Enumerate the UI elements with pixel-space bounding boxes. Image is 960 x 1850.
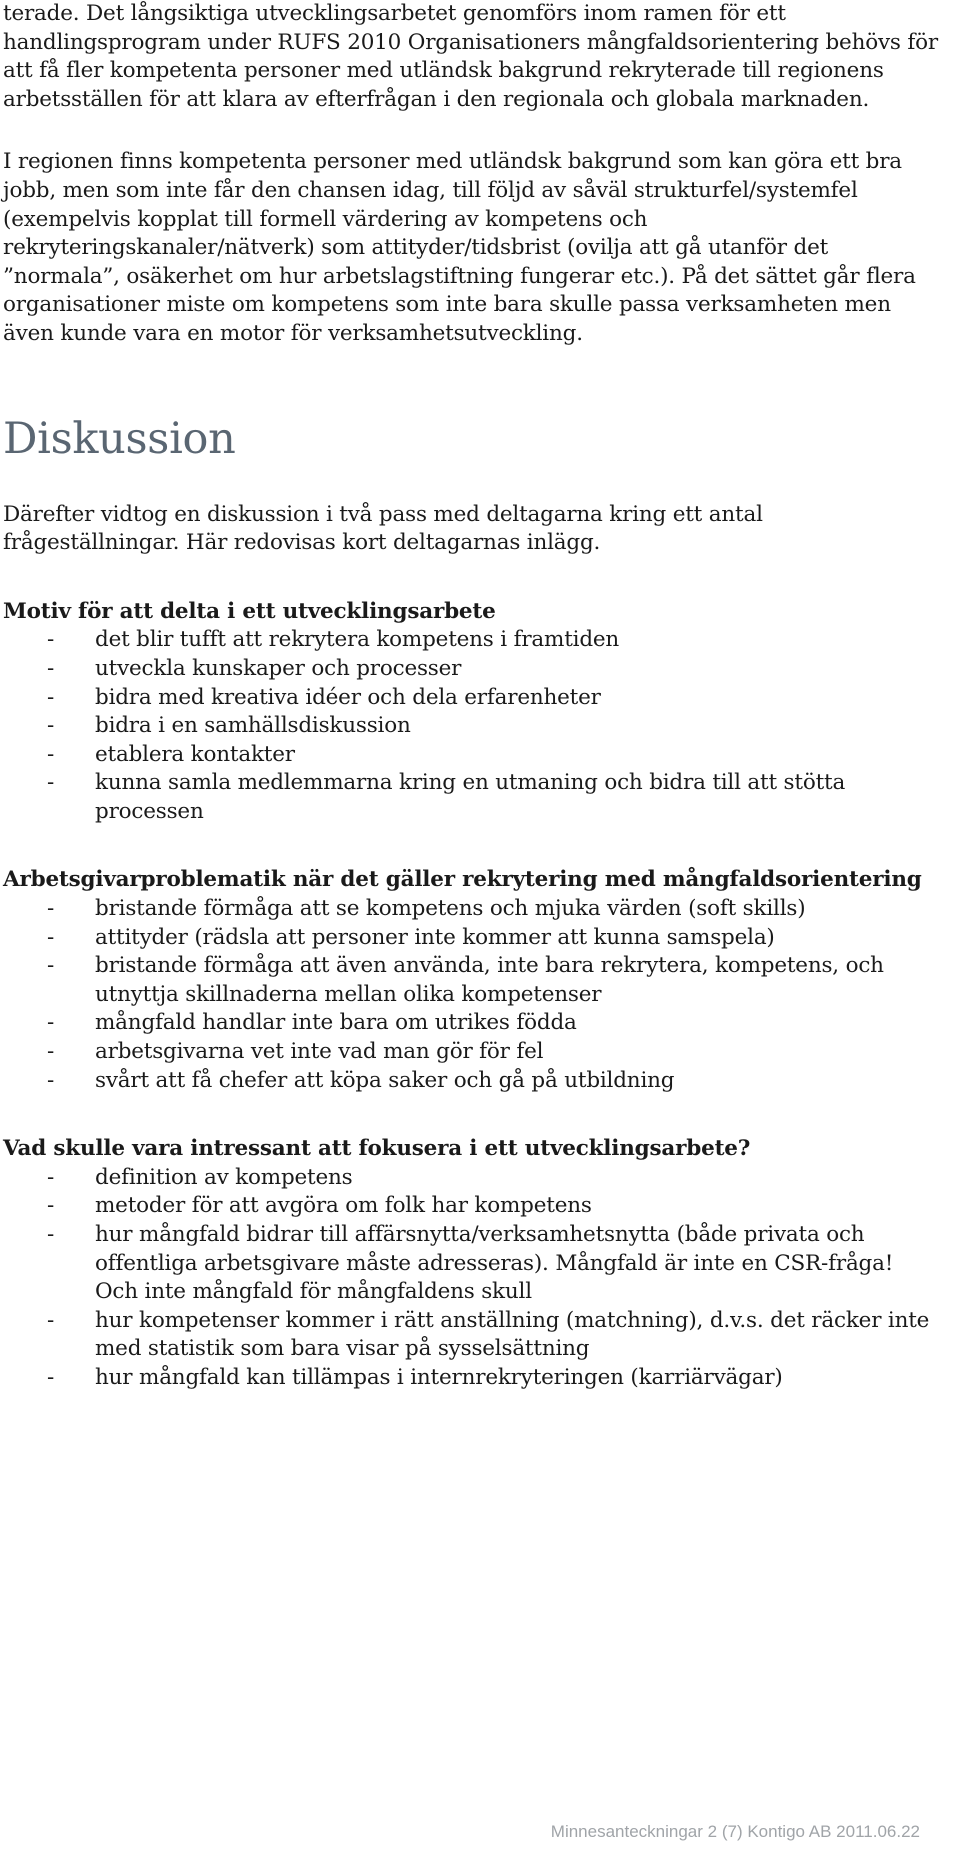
dash-bullet: - [47, 953, 55, 979]
dash-bullet: - [47, 896, 55, 922]
dash-bullet: - [47, 627, 55, 653]
motives-list [3, 626, 940, 826]
employer-problems-list [3, 895, 940, 1095]
dash-bullet: - [47, 770, 55, 796]
list-item: - definition av kompetens [3, 1164, 940, 1193]
dash-bullet: - [47, 1193, 55, 1219]
dash-bullet: - [47, 1222, 55, 1247]
dash-bullet: - [47, 655, 55, 681]
list-item: - metoder för att avgöra om folk har kompetens [3, 1192, 940, 1221]
section-heading-focus: Vad skulle vara intressant att fokusera i ett utvecklingsarbete? [3, 1136, 751, 1162]
dash-bullet: - [47, 741, 55, 767]
section-heading-employer-problems: Arbetsgivarproblematik när det gäller rekrytering med mångfaldsorientering [3, 867, 922, 893]
dash-bullet: - [47, 924, 55, 950]
list-item: - kunna samla medlemmarna kring en utmaning och bidra till att stötta processen [47, 770, 846, 824]
dash-bullet: - [47, 713, 55, 739]
discussion-intro: Därefter vidtog en diskussion i två pass med deltagarna kring ett antal frågeställningar. Här redovisas kort deltagarnas inlägg. [3, 501, 763, 556]
focus-list [3, 1164, 940, 1393]
list-item: - attityder (rädsla att personer inte kommer att kunna samspela) [3, 924, 940, 953]
list-item: - bristande förmåga att se kompetens och mjuka värden (soft skills) [3, 895, 940, 924]
section-heading-motives: Motiv för att delta i ett utvecklingsarbete [3, 598, 496, 624]
context-paragraph: I regionen finns kompetenta personer med utländsk bakgrund som kan göra ett bra jobb, men som inte får den chansen idag, till följd av såväl strukturfel/systemfel (exempelvis kopplat till formell värdering av kompetens och rekryteringskanaler/nätverk) som attityder/tidsbrist (ovilja att gå utanför det ”normala”, osäkerhet om hur arbetslagstiftning fungerar etc.). På det sättet går flera organisationer miste om kompetens som inte bara skulle passa verksamheten men även kunde vara en motor för verksamhetsutveckling. [3, 149, 916, 346]
list-item: - arbetsgivarna vet inte vad man gör för fel [3, 1038, 940, 1067]
list-item: - svårt att få chefer att köpa saker och gå på utbildning [3, 1067, 940, 1096]
list-item: - utveckla kunskaper och processer [3, 655, 940, 684]
list-item: - hur mångfald kan tillämpas i internrekryteringen (karriärvägar) [3, 1364, 940, 1393]
document-body [3, 0, 940, 1393]
dash-bullet: - [47, 684, 55, 710]
dash-bullet: - [47, 1364, 55, 1390]
dash-bullet: - [47, 1164, 55, 1190]
dash-bullet: - [47, 1307, 55, 1333]
list-item: - etablera kontakter [3, 741, 940, 770]
intro-paragraph: terade. Det långsiktiga utvecklingsarbetet genomförs inom ramen för ett handlingsprogram under RUFS 2010 Organisationers mångfaldsorientering behövs för att få fler kompetenta personer med utländsk bakgrund rekryterade till regionens arbetsställen för att klara av efterfrågan i den regionala och globala marknaden. [3, 1, 938, 112]
dash-bullet: - [47, 1010, 55, 1036]
dash-bullet: - [47, 1039, 55, 1065]
list-item: - det blir tufft att rekrytera kompetens i framtiden [3, 626, 940, 655]
list-item: - mångfald handlar inte bara om utrikes födda [3, 1009, 940, 1038]
discussion-heading: Diskussion [3, 413, 236, 464]
list-item: - bristande förmåga att även använda, inte bara rekrytera, kompetens, och utnyttja skillnaderna mellan olika kompetenser [47, 953, 884, 1007]
list-item: - bidra i en samhällsdiskussion [3, 712, 940, 741]
list-item: - hur kompetenser kommer i rätt anställning (matchning), d.v.s. det räcker inte med statistik som bara visar på sysselsättning [47, 1307, 930, 1362]
list-item: - hur mångfald bidrar till affärsnytta/verksamhetsnytta (både privata och offentliga arbetsgivare måste adresseras). Mångfald är inte en CSR-fråga! Och inte mångfald för mångfaldens skull [47, 1222, 894, 1305]
list-item: - bidra med kreativa idéer och dela erfarenheter [3, 684, 940, 713]
dash-bullet: - [47, 1067, 55, 1093]
page-footer: Minnesanteckningar 2 (7) Kontigo AB 2011.06.22 [550, 1822, 920, 1841]
